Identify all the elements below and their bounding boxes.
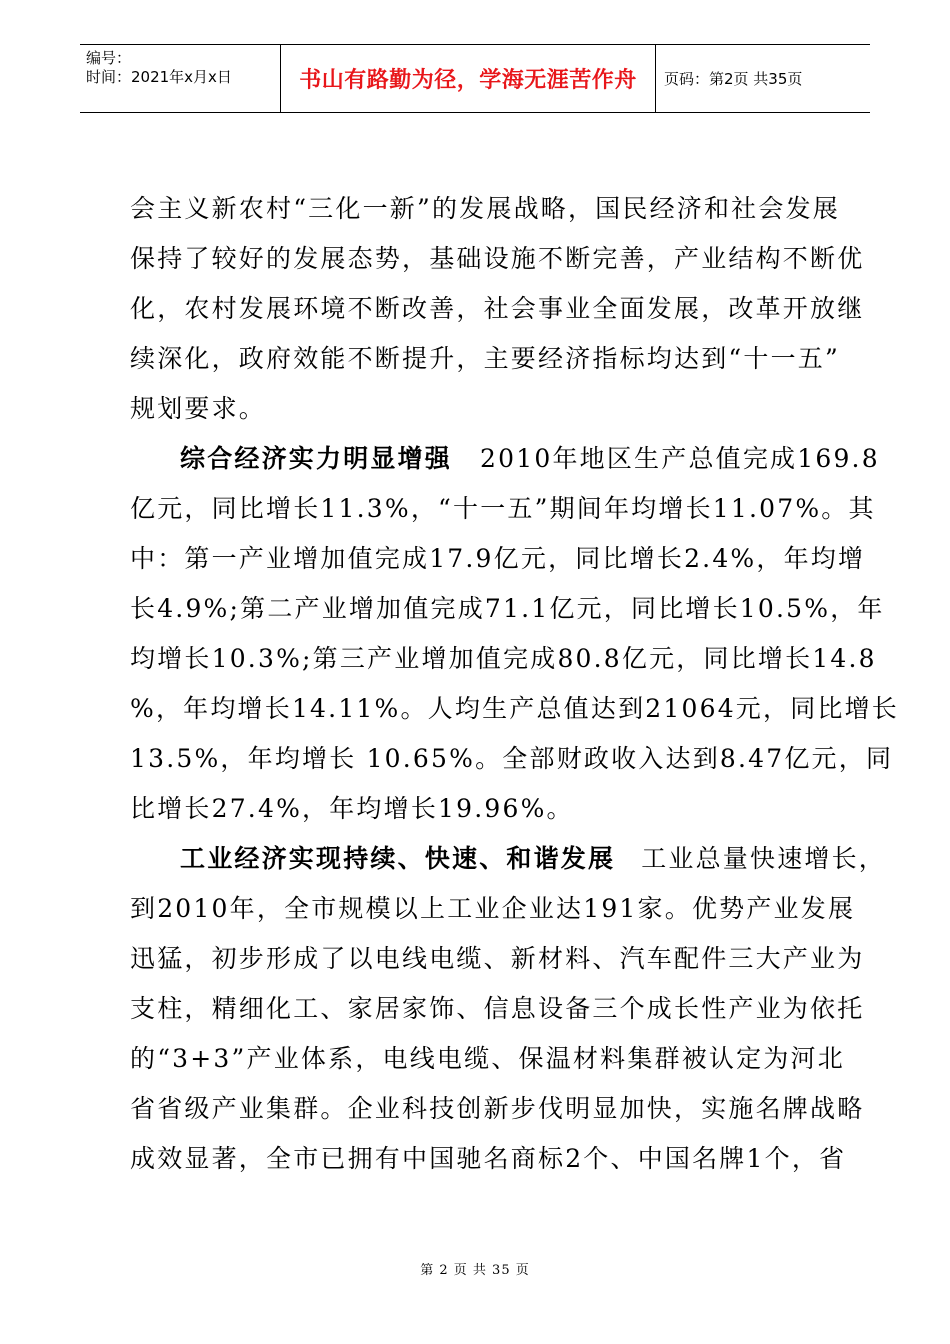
document-header (80, 44, 870, 113)
text-line: 会主义新农村“三化一新”的发展战略，国民经济和社会发展 (130, 194, 840, 223)
text-line: 续深化，政府效能不断提升，主要经济指标均达到“十一五” (130, 344, 840, 373)
text-line: 保持了较好的发展态势，基础设施不断完善，产业结构不断优 (130, 244, 865, 273)
paragraph-3 (130, 834, 887, 1184)
text-line (130, 834, 887, 884)
text-line: 成效显著，全市已拥有中国驰名商标2个、中国名牌1个，省 (130, 1144, 847, 1173)
section-heading: 工业经济实现持续、快速、和谐发展 (180, 844, 616, 873)
document-time-label: 时间：2021年x月x日 (86, 68, 232, 86)
header-motto: 书山有路勤为径，学海无涯苦作舟 (281, 45, 656, 112)
section-heading: 综合经济实力明显增强 (180, 444, 453, 473)
text-fragment: 工业总量快速增长， (641, 844, 887, 873)
text-line: 均增长10.3%;第三产业增加值完成80.8亿元，同比增长14.8 (130, 644, 877, 673)
text-line: %，年均增长14.11%。人均生产总值达到21064元，同比增长 (130, 694, 900, 723)
header-page-info: 页码：第2页 共35页 (664, 70, 803, 88)
text-fragment: 2010年地区生产总值完成169.8 (480, 444, 880, 473)
text-line: 省省级产业集群。企业科技创新步伐明显加快，实施名牌战略 (130, 1094, 865, 1123)
text-line: 中：第一产业增加值完成17.9亿元，同比增长2.4%，年均增 (130, 544, 866, 573)
text-line: 比增长27.4%，年均增长19.96%。 (130, 794, 574, 823)
document-body (130, 184, 900, 1184)
text-line: 支柱，精细化工、家居家饰、信息设备三个成长性产业为依托 (130, 994, 865, 1023)
text-line: 到2010年，全市规模以上工业企业达191家。优势产业发展 (130, 894, 856, 923)
text-line: 迅猛，初步形成了以电线电缆、新材料、汽车配件三大产业为 (130, 944, 865, 973)
paragraph-2 (130, 434, 900, 834)
header-meta (80, 45, 281, 112)
text-line: 亿元，同比增长11.3%，“十一五”期间年均增长11.07%。其 (130, 494, 876, 523)
document-number-label: 编号： (86, 49, 132, 67)
text-line: 化，农村发展环境不断改善，社会事业全面发展，改革开放继 (130, 294, 865, 323)
text-line: 长4.9%;第二产业增加值完成71.1亿元，同比增长10.5%，年 (130, 594, 885, 623)
text-line: 的“3+3”产业体系，电线电缆、保温材料集群被认定为河北 (130, 1044, 845, 1073)
paragraph-1 (130, 184, 865, 434)
text-line: 规划要求。 (130, 394, 267, 423)
page-footer: 第 2 页 共 35 页 (420, 1263, 530, 1278)
text-line (130, 434, 880, 484)
text-line: 13.5%，年均增长 10.65%。全部财政收入达到8.47亿元，同 (130, 744, 894, 773)
